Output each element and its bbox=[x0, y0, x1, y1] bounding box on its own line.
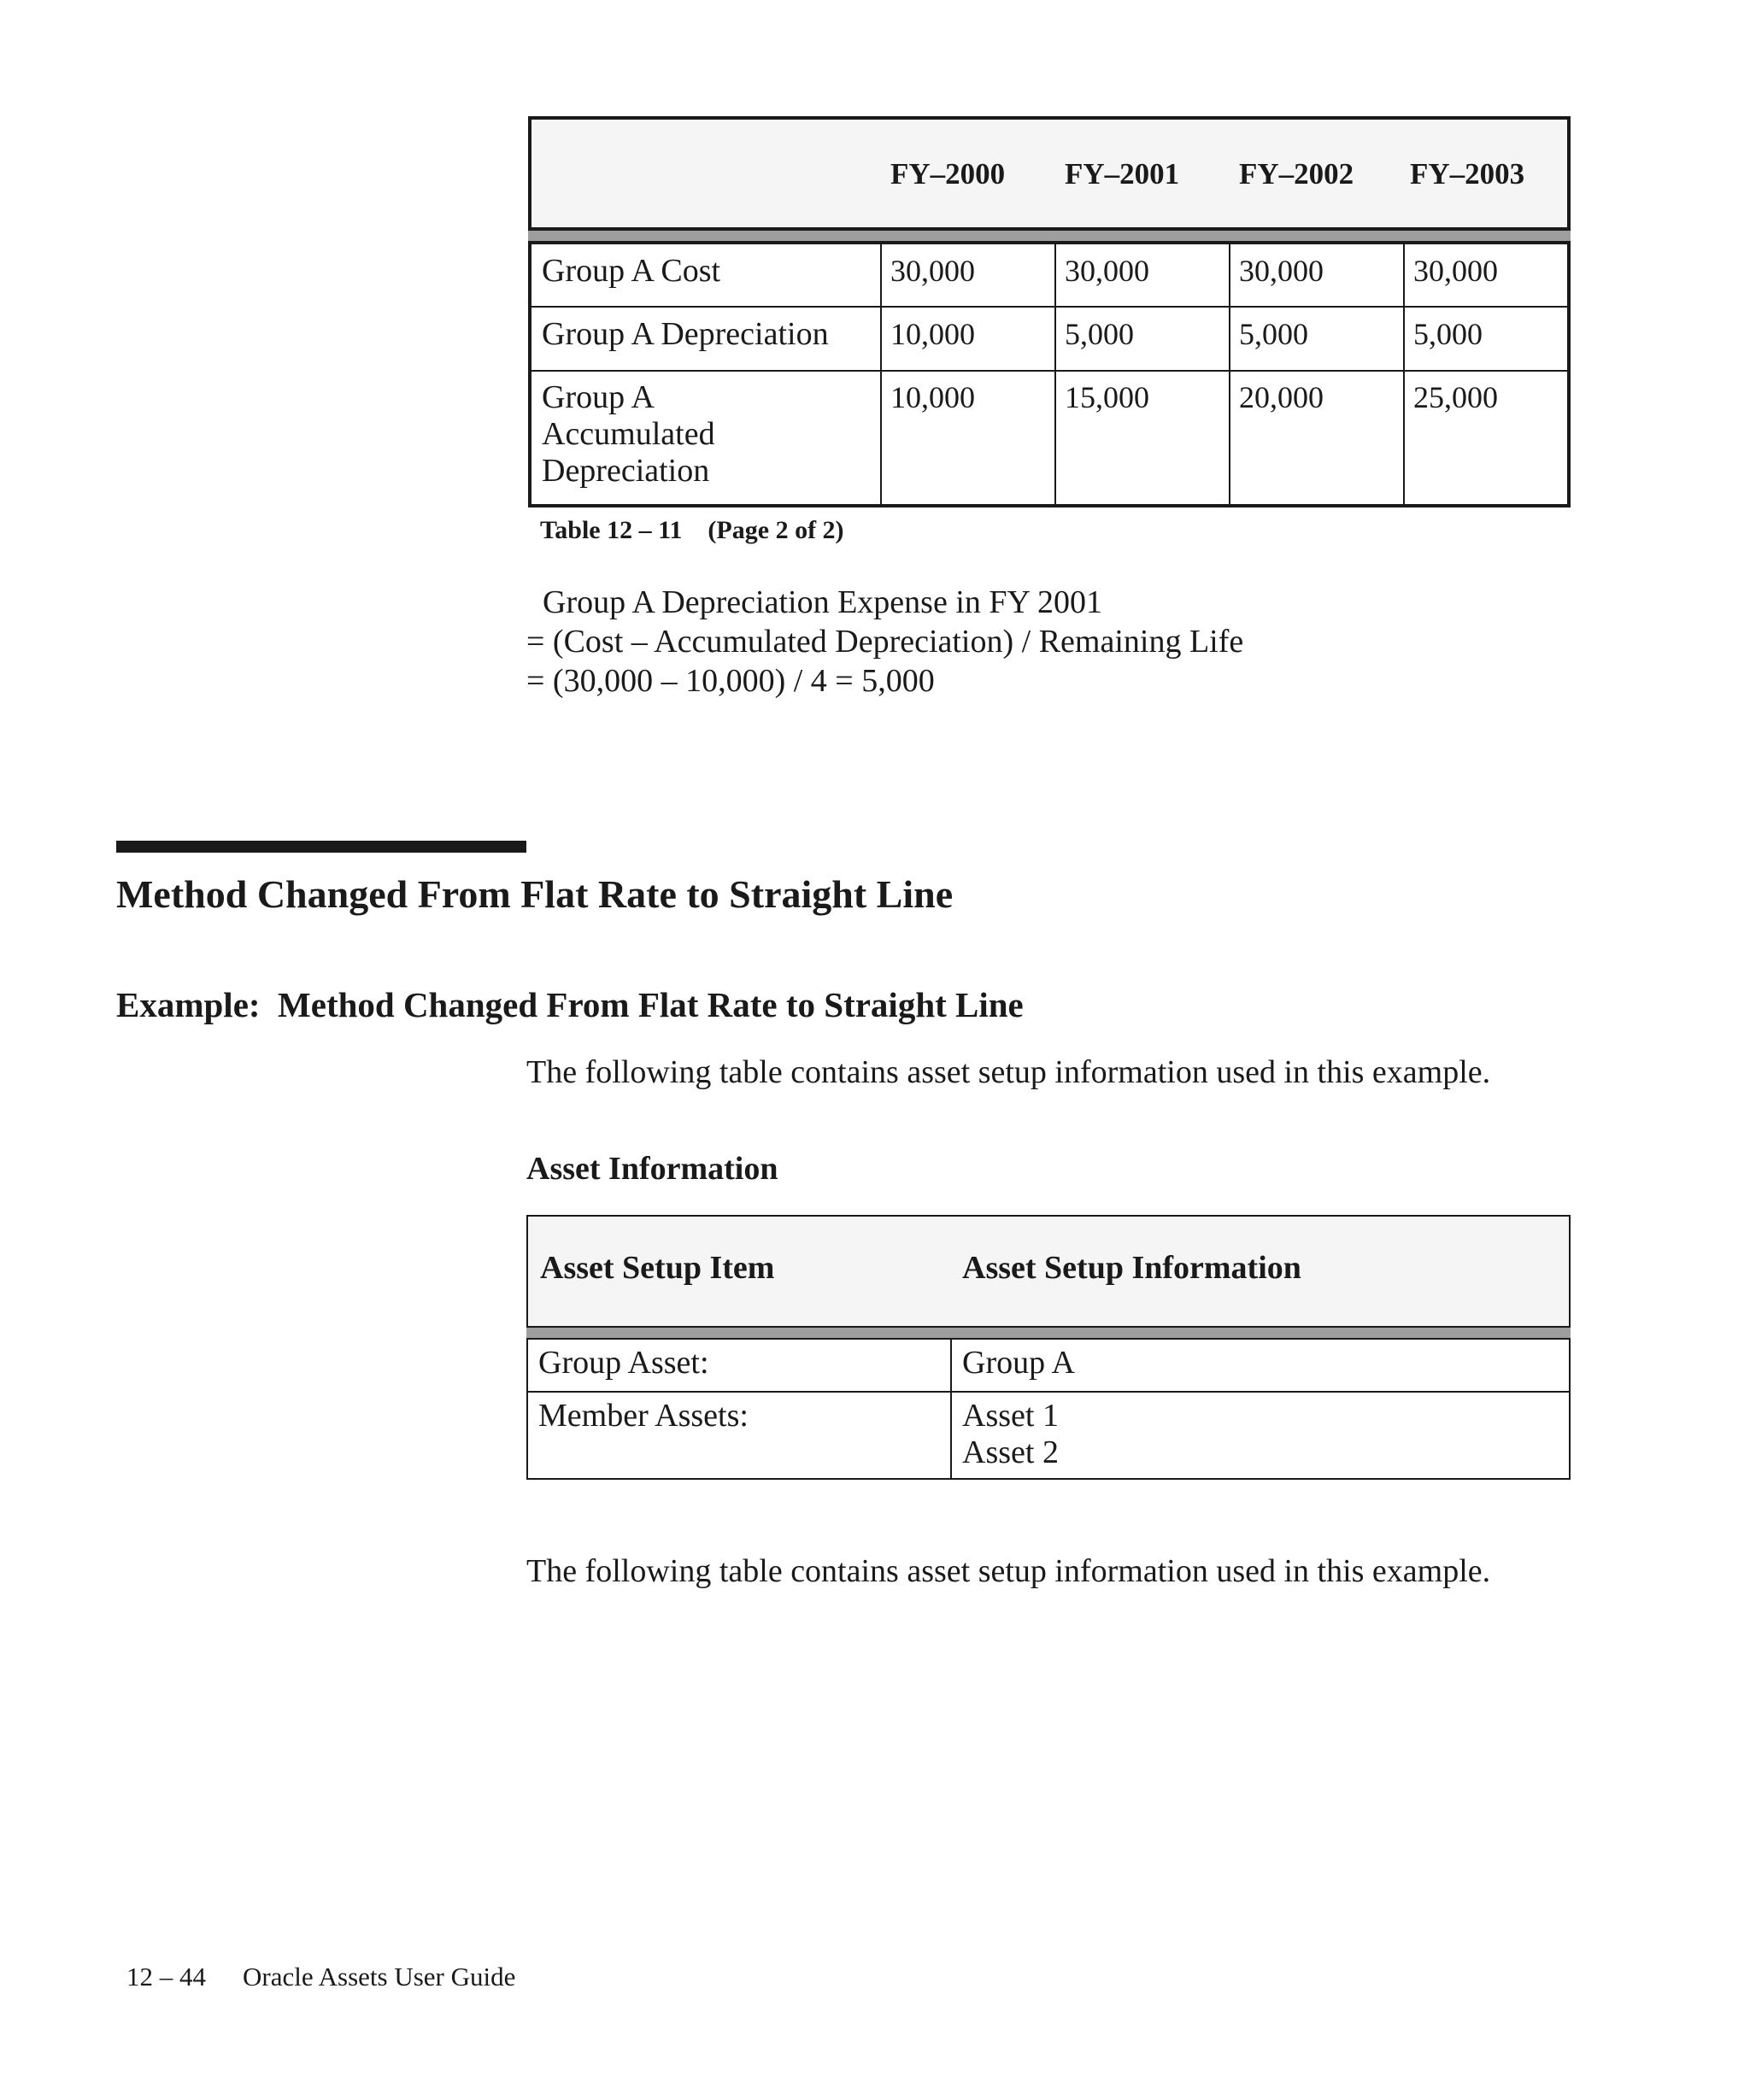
formula-line: = (30,000 – 10,000) / 4 = 5,000 bbox=[526, 663, 935, 699]
table-cell: 10,000 bbox=[890, 317, 975, 351]
row-divider bbox=[531, 306, 1567, 308]
asset-info-member-assets bbox=[962, 1398, 1059, 1471]
table-cell: 30,000 bbox=[1413, 254, 1498, 288]
row-divider bbox=[528, 1391, 1569, 1393]
table-caption: Table 12 – 11 (Page 2 of 2) bbox=[540, 516, 844, 544]
table-cell: 5,000 bbox=[1239, 317, 1308, 351]
depreciation-table-body bbox=[528, 241, 1571, 507]
column-header-fy2001: FY–2001 bbox=[1065, 157, 1180, 191]
page-number: 12 – 44 bbox=[126, 1962, 206, 1991]
depreciation-table-header bbox=[528, 116, 1571, 231]
table-header-shadow bbox=[526, 1328, 1571, 1338]
table-cell: 30,000 bbox=[890, 254, 975, 288]
table-cell: 5,000 bbox=[1065, 317, 1134, 351]
column-divider bbox=[950, 1340, 952, 1478]
column-header-fy2002: FY–2002 bbox=[1239, 157, 1354, 191]
asset-table-body bbox=[526, 1338, 1571, 1480]
table-cell: 25,000 bbox=[1413, 380, 1498, 414]
column-divider bbox=[1403, 244, 1405, 504]
table-cell: 20,000 bbox=[1239, 380, 1324, 414]
row-label-line: Accumulated bbox=[542, 416, 715, 452]
column-header-asset-setup-item: Asset Setup Item bbox=[540, 1250, 775, 1286]
column-divider bbox=[1054, 244, 1056, 504]
closing-paragraph: The following table contains asset setup information used in this example. bbox=[526, 1553, 1491, 1589]
book-title: Oracle Assets User Guide bbox=[243, 1962, 516, 1991]
row-label-group-a-depreciation: Group A Depreciation bbox=[542, 316, 829, 352]
row-label-group-a-cost: Group A Cost bbox=[542, 253, 721, 289]
example-title: Example: Method Changed From Flat Rate to Straight Line bbox=[116, 985, 1024, 1024]
row-label-group-a-accumulated-depreciation bbox=[542, 379, 715, 490]
asset-information-heading: Asset Information bbox=[526, 1151, 778, 1187]
table-cell: 15,000 bbox=[1065, 380, 1149, 414]
table-header-shadow bbox=[528, 231, 1571, 241]
table-cell: 5,000 bbox=[1413, 317, 1483, 351]
section-title: Method Changed From Flat Rate to Straight Line bbox=[116, 872, 954, 916]
asset-item-member-assets: Member Assets: bbox=[538, 1398, 749, 1434]
asset-table-header bbox=[526, 1215, 1571, 1328]
column-header-fy2003: FY–2003 bbox=[1410, 157, 1525, 191]
column-header-fy2000: FY–2000 bbox=[890, 157, 1006, 191]
formula-line: Group A Depreciation Expense in FY 2001 bbox=[526, 584, 1103, 620]
member-asset-line: Asset 1 bbox=[962, 1398, 1059, 1434]
section-rule bbox=[116, 841, 526, 853]
table-cell: 10,000 bbox=[890, 380, 975, 414]
row-divider bbox=[531, 370, 1567, 372]
member-asset-line: Asset 2 bbox=[962, 1434, 1059, 1470]
row-label-line: Depreciation bbox=[542, 453, 710, 489]
asset-info-group-asset: Group A bbox=[962, 1345, 1075, 1381]
column-divider bbox=[1229, 244, 1230, 504]
intro-paragraph: The following table contains asset setup information used in this example. bbox=[526, 1054, 1491, 1090]
formula-line: = (Cost – Accumulated Depreciation) / Remaining Life bbox=[526, 624, 1244, 660]
table-cell: 30,000 bbox=[1065, 254, 1149, 288]
column-header-asset-setup-information: Asset Setup Information bbox=[962, 1250, 1301, 1286]
row-label-line: Group A bbox=[542, 379, 655, 415]
asset-item-group-asset: Group Asset: bbox=[538, 1345, 709, 1381]
table-cell: 30,000 bbox=[1239, 254, 1324, 288]
column-divider bbox=[880, 244, 882, 504]
